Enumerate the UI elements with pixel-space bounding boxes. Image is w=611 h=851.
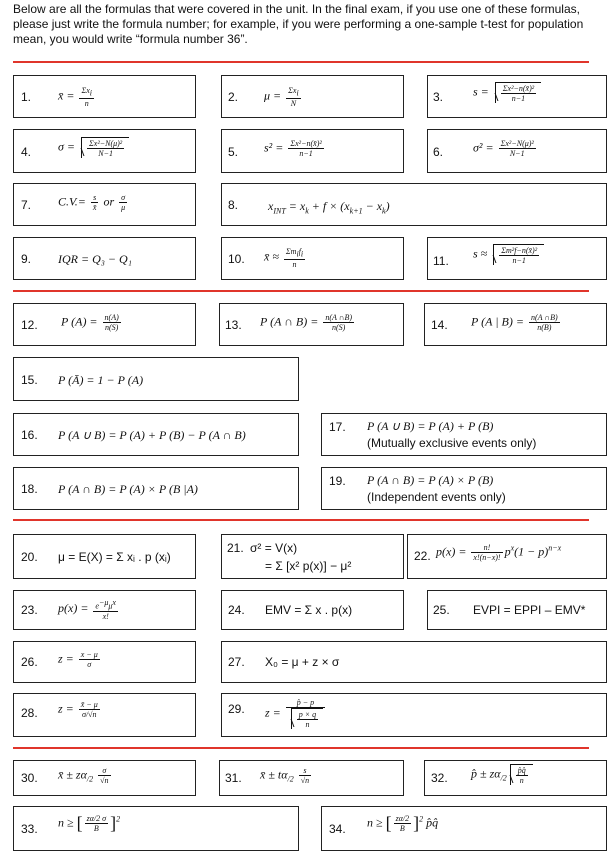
formula-box-21	[221, 534, 404, 579]
formula-box-14	[424, 303, 607, 346]
population-sd-formula: σ = $\frac{\text{Σx²−N(μ)²}}{N-1}$	[58, 137, 129, 158]
formula-box-28	[13, 693, 196, 737]
formula-box-16	[13, 413, 299, 456]
formula-number: 9.	[21, 252, 32, 266]
poisson-formula: p(x) = $e^{-\mu}\mu^x$ x!	[58, 598, 116, 621]
independent-multiplication-formula: P (A ∩ B) = P (A) × P (B)	[367, 473, 494, 487]
formula-number: 21.	[227, 541, 244, 555]
iqr-formula: IQR = Q₃ − Q₁	[58, 252, 132, 266]
formula-box-32	[424, 760, 607, 796]
coefficient-of-variation-formula: C.V.= $\frac{s}{x̄}$ or $\frac{\sigma}{\mu}$	[58, 193, 126, 212]
or-text: or	[103, 194, 115, 209]
independent-events-note: (Independent events only)	[367, 490, 506, 504]
conditional-probability-formula: P (A | B) = $\frac{n(A \cap B)}{n(B)}$	[471, 313, 558, 332]
formula-number: 16.	[21, 428, 38, 442]
formula-box-19	[321, 467, 607, 510]
population-mean-formula: μ = $\Sigma x_i$ N	[264, 86, 299, 108]
sample-size-mean-formula: n ≥ [ $\frac{z\alpha/2 \sigma}{B}$ ]$^2$	[58, 813, 121, 833]
formula-box-33	[13, 806, 299, 851]
formula-box-2	[221, 75, 404, 118]
formula-box-9	[13, 237, 196, 280]
formula-number: 20.	[21, 550, 38, 564]
formula-box-3	[427, 75, 607, 118]
formula-box-29	[221, 693, 607, 737]
sample-mean-formula: x̄ = $\Sigma x_i$ n	[58, 86, 92, 108]
grouped-sd-formula: s ≈ $\frac{\text{Σm²f−n(x̄)²}}{n-1}$	[473, 244, 544, 265]
formula-box-12	[13, 303, 196, 346]
multiplication-rule-formula: P (A ∩ B) = P (A) × P (B |A)	[58, 482, 198, 496]
formula-box-1	[13, 75, 196, 118]
proportion-z-formula: z = $\frac{p̂ - p}{\frac{p \times q}{n}}$	[265, 698, 327, 729]
grouped-mean-formula: x̄ ≈ $\Sigma m_if_i$ n	[264, 247, 304, 269]
formula-number: 10.	[228, 252, 245, 266]
formula-box-30	[13, 760, 196, 796]
formula-number: 33.	[21, 822, 38, 836]
formula-box-8	[221, 183, 607, 226]
formula-box-31	[219, 760, 404, 796]
expected-value-formula: μ = E(X) = Σ xᵢ . p (xᵢ)	[58, 550, 171, 564]
sample-size-proportion-formula: n ≥ [ $\frac{z\alpha/2}{B}$ ]$^2$ p̂q̂	[367, 813, 439, 833]
z-confidence-interval-formula: x̄ ± $z\alpha_{/2}$ $\frac{\sigma}{√n}$	[58, 766, 109, 785]
formula-number: 17.	[329, 420, 346, 434]
joint-probability-formula: P (A ∩ B) = $\frac{n(A \cap B)}{n(S)}$	[260, 313, 353, 332]
addition-rule-formula: P (A ∪ B) = P (A) + P (B) − P (A ∩ B)	[58, 428, 246, 442]
formula-number: 31.	[225, 771, 242, 785]
formula-number: 24.	[228, 603, 245, 617]
interpolation-formula: $x_{INT} = x_k + f \times (x_{k+1} - x_k)$	[268, 199, 390, 216]
proportion-confidence-interval-formula: p̂ ± $z\alpha_{/2}$ $\frac{p̂q̂}{n}$	[471, 764, 533, 785]
formula-number: 30.	[21, 771, 38, 785]
formula-box-17	[321, 413, 607, 456]
formula-number: 7.	[21, 198, 32, 212]
formula-number: 4.	[21, 145, 32, 159]
sample-variance-formula: s² = $\frac{\text{Σx²−n(x̄)²}}{n-1}$	[264, 139, 322, 158]
formula-number: 2.	[228, 90, 239, 104]
formula-box-22	[407, 534, 607, 579]
section-divider	[13, 747, 589, 749]
formula-number: 32.	[431, 771, 448, 785]
formula-number: 12.	[21, 318, 38, 332]
formula-number: 22.	[414, 549, 431, 563]
formula-box-4	[13, 129, 196, 173]
mutually-exclusive-note: (Mutually exclusive events only)	[367, 436, 537, 450]
formula-box-15	[13, 357, 299, 401]
classical-probability-formula: P (A) = $\frac{n(A)}{n(S)}$	[61, 313, 119, 332]
formula-box-24	[221, 590, 404, 630]
formula-number: 34.	[329, 822, 346, 836]
formula-number: 11.	[433, 254, 449, 268]
discrete-variance-formula: σ² = V(x)	[250, 541, 298, 555]
formula-box-34	[321, 806, 607, 851]
formula-box-13	[219, 303, 404, 346]
formula-box-23	[13, 590, 196, 630]
formula-number: 19.	[329, 474, 346, 488]
formula-number: 29.	[228, 702, 245, 716]
formula-box-18	[13, 467, 299, 510]
population-variance-formula: σ² = $\frac{\text{Σx²−N(μ)²}}{N-1}$	[473, 139, 534, 158]
formula-box-20	[13, 534, 196, 579]
formula-number: 14.	[431, 318, 448, 332]
sample-mean-z-formula: z = $\frac{x̄ - \mu}{\sigma/√n}$	[58, 700, 98, 719]
formula-number: 6.	[433, 145, 444, 159]
x-from-z-formula: X₀ = μ + z × σ	[265, 655, 340, 669]
section-divider	[13, 61, 589, 63]
formula-number: 18.	[21, 482, 38, 496]
sample-sd-formula: s = $\frac{\text{Σx²−n(x̄)²}}{n-1}$	[473, 82, 541, 103]
formula-number: 5.	[228, 145, 239, 159]
mutually-exclusive-addition-formula: P (A ∪ B) = P (A) + P (B)	[367, 419, 494, 433]
complement-rule-formula: P (Ā) = 1 − P (A)	[58, 373, 144, 387]
z-score-formula: z = $\frac{x - \mu}{\sigma}$	[58, 650, 98, 669]
formula-number: 25.	[433, 603, 450, 617]
formula-number: 26.	[21, 655, 38, 669]
formula-number: 23.	[21, 603, 38, 617]
formula-box-10	[221, 237, 404, 280]
formula-box-7	[13, 183, 196, 226]
formula-number: 1.	[21, 90, 32, 104]
formula-number: 13.	[225, 318, 242, 332]
formula-box-26	[13, 641, 196, 683]
intro-text: Below are all the formulas that were covered in the unit. In the final exam, if you use one of these formulas, please just write the formula number; for example, if you were performing a one-sample t-test for population mean, you would write “formula number 36”.	[13, 2, 584, 46]
formula-number: 27.	[228, 655, 245, 669]
formula-box-25	[427, 590, 607, 630]
section-divider	[13, 519, 589, 521]
formula-number: 8.	[228, 198, 239, 212]
binomial-formula: p(x) = $\frac{n!}{x!(n-x)!}$ $p^x(1 - p)^{n-x}$	[436, 543, 562, 562]
formula-box-27	[221, 641, 607, 683]
formula-number: 28.	[21, 706, 38, 720]
emv-formula: EMV = Σ x . p(x)	[265, 603, 353, 617]
formula-box-5	[221, 129, 404, 173]
formula-box-11	[427, 237, 607, 280]
evpi-formula: EVPI = EPPI – EMV*	[473, 603, 586, 617]
t-confidence-interval-formula: x̄ ± $t\alpha_{/2}$ $\frac{s}{√n}$	[260, 766, 310, 785]
formula-number: 3.	[433, 90, 444, 104]
formula-box-6	[427, 129, 607, 173]
section-divider	[13, 290, 589, 292]
discrete-variance-expansion: = Σ [x² p(x)] − μ²	[265, 559, 352, 573]
formula-number: 15.	[21, 373, 38, 387]
